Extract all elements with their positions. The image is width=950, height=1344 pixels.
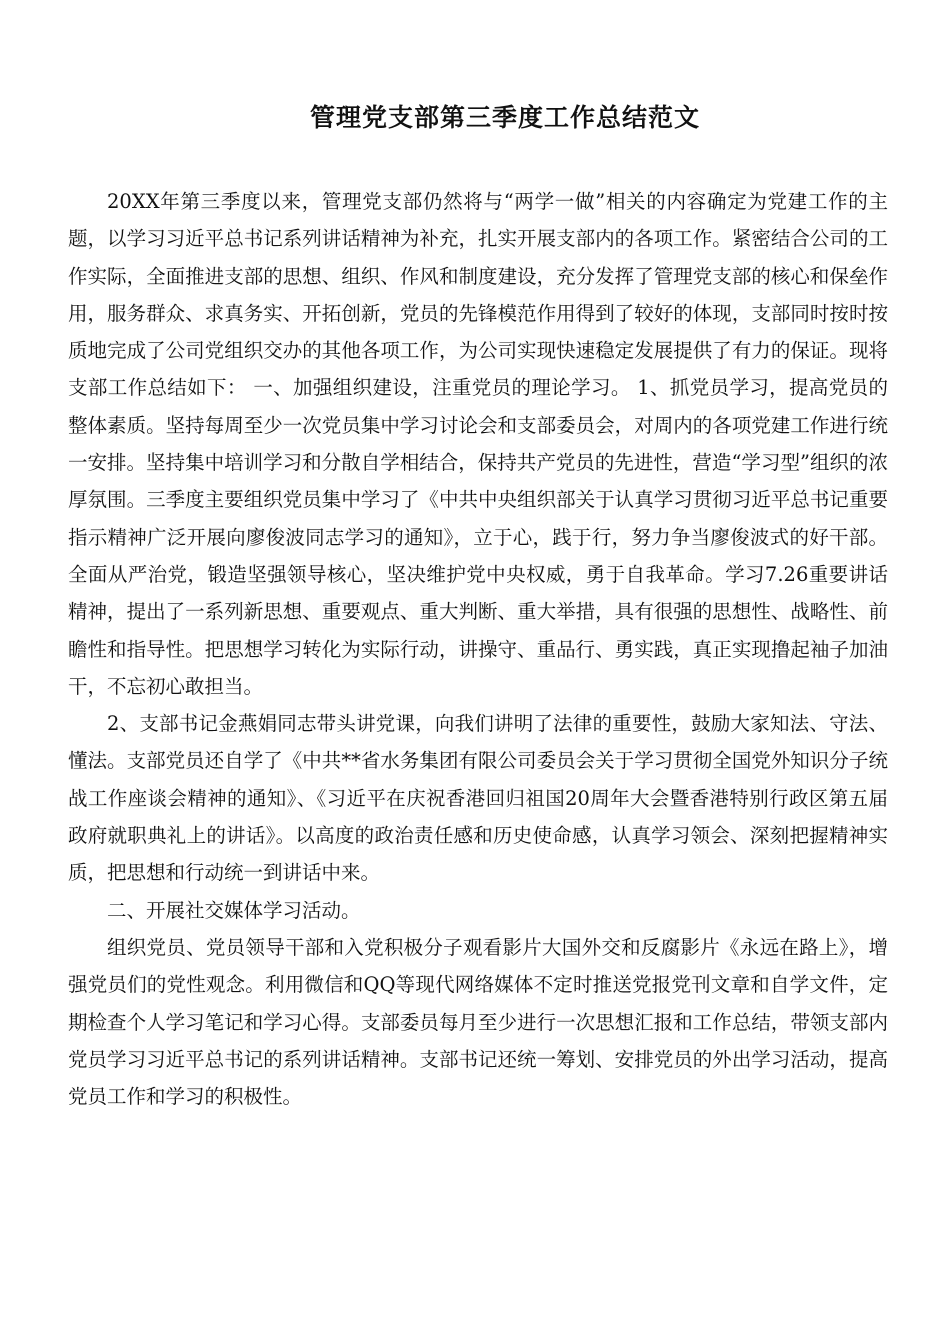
document-title: 管理党支部第三季度工作总结范文 [309,103,700,132]
paragraph-section-two-heading: 二、开展社交媒体学习活动。 [107,898,361,922]
document-body [68,183,888,1115]
paragraph-social-media: 组织党员、党员领导干部和入党积极分子观看影片大国外交和反腐影片《永远在路上》，增强党员们的党性观念。利用微信和QQ等现代网络媒体不定时推送党报党刊文章和自学文件，定期检查个人学习笔记和学习心得。支部委员每月至少进行一次思想汇报和工作总结，带领支部内党员学习习近平总书记的系列讲话精神。支部书记还统一筹划、安排党员的外出学习活动，提高党员工作和学习的积极性。 [68,935,888,1109]
paragraph-intro: 20XX年第三季度以来，管理党支部仍然将与“两学一做”相关的内容确定为党建工作的主题，以学习习近平总书记系列讲话精神为补充，扎实开展支部内的各项工作。紧密结合公司的工作实际，全面推进支部的思想、组织、作风和制度建设，充分发挥了管理党支部的核心和保垒作用，服务群众、求真务实、开拓创新，党员的先锋模范作用得到了较好的体现，支部同时按时按质地完成了公司党组织交办的其他各项工作，为公司实现快速稳定发展提供了有力的保证。现将支部工作总结如下： 一、加强组织建设，注重党员的理论学习。 1、抓党员学习，提高党员的整体素质。坚持每周至少一次党员集中学习讨论会和支部委员会，对周内的各项党建工作进行统一安排。坚持集中培训学习和分散自学相结合，保持共产党员的先进性，营造“学习型”组织的浓厚氛围。三季度主要组织党员集中学习了《中共中央组织部关于认真学习贯彻习近平总书记重要指示精神广泛开展向廖俊波同志学习的通知》，立于心，践于行，努力争当廖俊波式的好干部。全面从严治党，锻造坚强领导核心，坚决维护党中央权威，勇于自我革命。学习7.26重要讲话精神，提出了一系列新思想、重要观点、重大判断、重大举措，具有很强的思想性、战略性、前瞻性和指导性。把思想学习转化为实际行动，讲操守、重品行、勇实践，真正实现撸起袖子加油干，不忘初心敢担当。 [68,190,888,698]
paragraph-party-lecture: 2、支部书记金燕娟同志带头讲党课，向我们讲明了法律的重要性，鼓励大家知法、守法、懂法。支部党员还自学了《中共**省水务集团有限公司委员会关于学习贯彻全国党外知识分子统战工作座谈会精神的通知》、《习近平在庆祝香港回归祖国20周年大会暨香港特别行政区第五届政府就职典礼上的讲话》。以高度的政治责任感和历史使命感，认真学习领会、深刻把握精神实质，把思想和行动统一到讲话中来。 [68,712,888,885]
